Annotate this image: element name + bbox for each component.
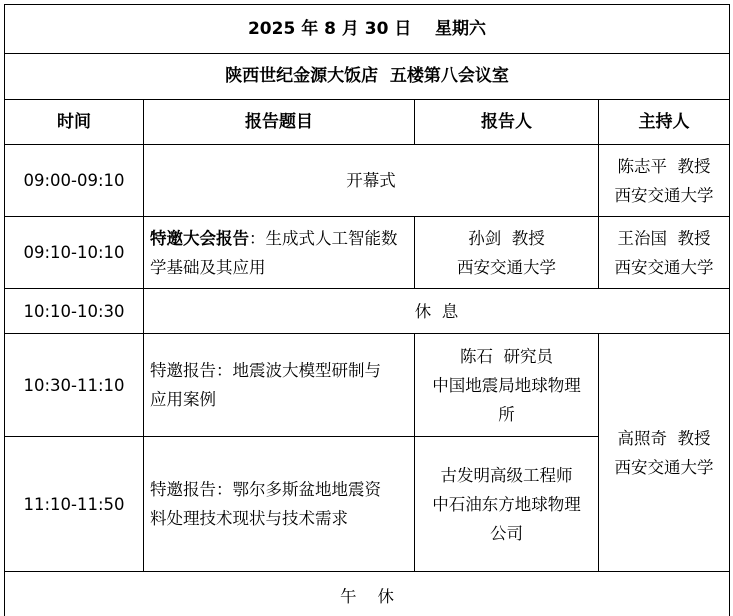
time-cell: 09:00-09:10 xyxy=(5,145,144,217)
speaker-affiliation: 中国地震局地球物理 xyxy=(432,375,581,395)
topic-text-continued: 料处理技术现状与技术需求 xyxy=(150,509,348,528)
speaker-cell xyxy=(415,334,599,437)
topic-cell xyxy=(144,437,415,572)
column-header-speaker: 报告人 xyxy=(415,100,599,145)
time-cell: 10:10-10:30 xyxy=(5,289,144,334)
break-label: 休 息 xyxy=(144,289,730,334)
schedule-row-opening xyxy=(5,145,730,217)
topic-text-continued: 学基础及其应用 xyxy=(150,257,266,277)
speaker-affiliation: 中石油东方地球物理 xyxy=(432,494,581,514)
venue-row xyxy=(5,54,730,100)
host-affiliation: 西安交通大学 xyxy=(614,185,714,205)
schedule-row-lunch xyxy=(5,572,730,616)
column-header-time: 时间 xyxy=(5,100,144,145)
speaker-affiliation-continued: 所 xyxy=(498,404,515,424)
host-affiliation: 西安交通大学 xyxy=(614,257,714,277)
host-name: 王治国 教授 xyxy=(617,228,711,248)
venue-heading: 陕西世纪金源大饭店 五楼第八会议室 xyxy=(5,54,730,100)
topic-text-continued: 应用案例 xyxy=(150,390,216,409)
topic-text: ：生成式人工智能数 xyxy=(249,228,398,248)
host-cell xyxy=(599,145,730,217)
host-name: 陈志平 教授 xyxy=(617,156,711,176)
speaker-affiliation: 西安交通大学 xyxy=(457,257,556,277)
host-cell xyxy=(599,217,730,289)
column-header-row xyxy=(5,100,730,145)
schedule-table xyxy=(4,4,730,616)
host-name: 高照奇 教授 xyxy=(617,428,711,448)
date-row xyxy=(5,5,730,54)
speaker-name: 陈石 研究员 xyxy=(460,346,553,366)
topic-text: 特邀报告：地震波大模型研制与 xyxy=(150,361,381,380)
speaker-cell xyxy=(415,217,599,289)
topic-cell xyxy=(144,217,415,289)
topic-tag: 特邀大会报告 xyxy=(150,228,249,248)
host-affiliation: 西安交通大学 xyxy=(614,457,714,477)
topic-cell: 开幕式 xyxy=(144,145,599,217)
shared-host-cell xyxy=(599,334,730,572)
topic-cell xyxy=(144,334,415,437)
lunch-label: 午 休 xyxy=(5,572,730,616)
date-heading: 2025 年 8 月 30 日 星期六 xyxy=(5,5,730,54)
schedule-row-break xyxy=(5,289,730,334)
time-cell: 10:30-11:10 xyxy=(5,334,144,437)
speaker-affiliation-continued: 公司 xyxy=(490,523,523,543)
time-cell: 11:10-11:50 xyxy=(5,437,144,572)
speaker-name: 古发明高级工程师 xyxy=(440,465,573,485)
schedule-row-keynote xyxy=(5,217,730,289)
column-header-host: 主持人 xyxy=(599,100,730,145)
speaker-cell xyxy=(415,437,599,572)
column-header-topic: 报告题目 xyxy=(144,100,415,145)
time-cell: 09:10-10:10 xyxy=(5,217,144,289)
topic-text: 特邀报告：鄂尔多斯盆地地震资 xyxy=(150,480,381,499)
speaker-name: 孙剑 教授 xyxy=(468,228,545,248)
schedule-row-talk-1 xyxy=(5,334,730,437)
